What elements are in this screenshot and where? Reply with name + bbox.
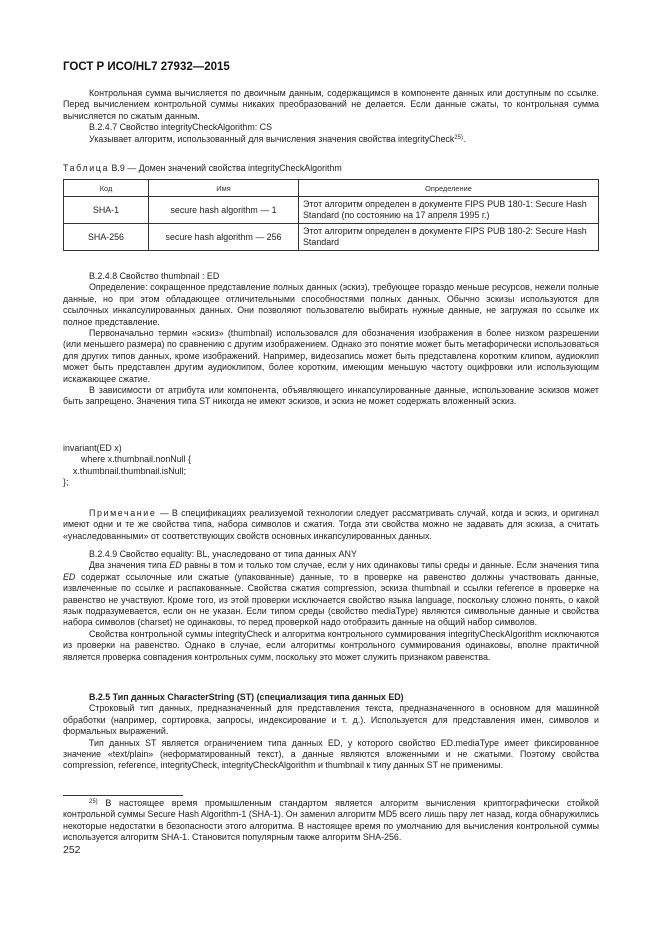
paragraph-thumbnail-restrictions: В зависимости от атрибута или компонента, объявляющего инкапсулированные данные, использование эскизов может быть запрещено. Значения типа ST никогда не имеют эскизов, и эскиз не может содержать вложенный эскиз. xyxy=(63,385,599,407)
paragraph-st-definition: Строковый тип данных, предназначенный для представления текста, предназначенного в основном для машинной обработки (например, сортировка, запросы, индексирование и т. д.). Используется для представления имен, символов и формальных выражений. xyxy=(63,703,599,737)
paragraph-algorithm xyxy=(63,134,599,145)
paragraph-thumbnail-definition: Определение: сокращенное представление полных данных (эскиз), требующее гораздо меньше ресурсов, нежели полные данные, но при этом обладающее отличительными способностями полных данных. Обычно эскизы используются для ссылочных инкапсулированных данных. Они позволяют пользователю выбирать нужные данные, не загружая по ссылке их полное представление. xyxy=(63,282,599,327)
header-name: Имя xyxy=(149,180,299,197)
note-text: — В спецификациях реализуемой технологии следует рассматривать случай, когда и эскиз, и оригинал имеют одни и те же свойства типа, набора символов и сжатия. Тогда эти свойства можно не задавать для эскиза, а считать «унаследованными» от соответствующих свойств основных инкапсулированных данных. xyxy=(63,508,599,541)
equality-text: равны в том и только том случае, если у них одинаковы типы среды и данные. Если значения типа xyxy=(181,560,599,571)
code-line: }; xyxy=(63,477,69,488)
cell-definition: Этот алгоритм определен в документе FIPS PUB 180-2: Secure Hash Standard xyxy=(299,224,599,251)
equality-section xyxy=(63,549,599,663)
document-header: ГОСТ Р ИСО/HL7 27932—2015 xyxy=(63,61,230,73)
note-block xyxy=(63,508,599,542)
thumbnail-section xyxy=(63,271,599,408)
paragraph-thumbnail-history: Первоначально термин «эскиз» (thumbnail) использовался для обозначения изображения в более низком разрешении (или меньшего размера) по сравнению с другим изображением. Однако это понятие может быть метафорически использоваться для других типов данных, кроме изображений. Например, видеозапись может быть представлена коротким клипом, аудиоклип может быть представлен другим аудиоклипом, более коротким, имеющим меньшую частоту оцифровки или использующим искажающее сжатие. xyxy=(63,328,599,384)
header-code: Код xyxy=(64,180,149,197)
section-2-5 xyxy=(63,692,599,772)
section-heading-equality: В.2.4.9 Свойство equality: BL, унаследовано от типа данных ANY xyxy=(89,549,357,559)
page-number: 252 xyxy=(63,844,81,856)
table-row xyxy=(64,197,599,224)
section-heading-characterstring: В.2.5 Тип данных CharacterString (ST) (специализация типа данных ED) xyxy=(89,692,404,702)
cell-code: SHA-256 xyxy=(64,224,149,251)
equality-text: Два значения типа xyxy=(89,560,170,571)
equality-ed: ED xyxy=(63,571,76,582)
cell-name: secure hash algorithm — 256 xyxy=(149,224,299,251)
footnote-marker: 25) xyxy=(89,799,98,805)
code-line: where x.thumbnail.nonNull { xyxy=(81,454,192,465)
section-heading-thumbnail: В.2.4.8 Свойство thumbnail : ED xyxy=(89,271,220,281)
table-caption xyxy=(63,163,599,174)
footnote-ref[interactable]: 25) xyxy=(454,134,463,141)
footnote-text: В настоящее время промышленным стандартом является алгоритм вычисления криптографически стойкой контрольной суммы Secure Hash Algorithm-1 (SHA-1). Он заменил алгоритм MD5 всего лишь пару лет назад, когда обнаружились некоторые недостатки в безопасности этого алгоритма. В настоящее время по умолчанию для вычисления контрольной суммы используется алгоритм SHA-1. Становится популярным также алгоритм SHA-256. xyxy=(63,798,599,843)
section-heading-integrity-algorithm: В.2.4.7 Свойство integrityCheckAlgorithm: CS xyxy=(89,122,273,133)
table-header-row xyxy=(64,180,599,197)
cell-name: secure hash algorithm — 1 xyxy=(149,197,299,224)
cell-definition: Этот алгоритм определен в документе FIPS PUB 180-1: Secure Hash Standard (по состоянию на 17 апреля 1995 г.) xyxy=(299,197,599,224)
table-caption-text: В.9 — Домен значений свойства integrityCheckAlgorithm xyxy=(109,163,342,173)
table-row xyxy=(64,224,599,251)
code-line: invariant(ED x) xyxy=(63,443,122,453)
paragraph-st-restriction: Тип данных ST является ограничением типа данных ED, у которого свойство ED.mediaType имеет фиксированное значение «text/plain» (неформатированный текст), а данные являются вложенными и не сжатыми. Поэтому свойства compression, reference, integrityCheck, integrityCheckAlgorithm и thumbnail к типу данных ST не применимы. xyxy=(63,737,599,771)
table-caption-label: Таблица xyxy=(63,163,109,173)
equality-text: содержат ссылочные или сжатые (упакованные) данные, то в проверке на равенство должны участвовать данные, извлеченные по ссылке и распакованные. Свойства сжатия compression, эскиза thumbnail и ссылки reference в проверке на равенство не участвуют. Кроме того, из этой проверки исключается свойство языка language, поскольку сложно понять, о какой язык подразумевается, если он не указан. Если типом среды (свойство mediaType) являются символьные данные и свойства набора символов (charset) не одинаковы, то перед проверкой надо отобразить данные на общий набор символов. xyxy=(63,571,599,628)
algorithm-table xyxy=(63,179,599,251)
equality-ed: ED xyxy=(169,560,182,571)
note-paragraph xyxy=(63,508,599,542)
paragraph-algorithm-end: . xyxy=(462,133,466,144)
footnote-separator xyxy=(63,795,183,796)
paragraph-equality-checksum: Свойства контрольной суммы integrityCheck и алгоритма контрольного суммирования integrityCheckAlgorithm исключаются из проверки на равенство. Однако в случае, если алгоритмы контрольного суммирования одинаковы, вполне практичной является проверка совпадения контрольных сумм, поскольку это может служить признаком равенства. xyxy=(63,628,599,662)
paragraph-equality xyxy=(63,560,599,628)
footnote-paragraph xyxy=(63,798,599,844)
paragraph-algorithm-text: Указывает алгоритм, использованный для вычисления значения свойства integrityCheck xyxy=(89,133,455,144)
cell-code: SHA-1 xyxy=(64,197,149,224)
code-line: x.thumbnail.thumbnail.isNull; xyxy=(73,465,186,476)
code-block xyxy=(63,443,599,489)
paragraph-checksum: Контрольная сумма вычисляется по двоичным данным, содержащимся в компоненте данных или доступным по ссылке. Перед вычислением контрольной суммы никаких преобразований не делается. Если данные сжаты, то контрольная сумма вычисляется по сжатым данным. xyxy=(63,88,599,121)
note-label: Примечание xyxy=(89,508,157,518)
footnote xyxy=(63,798,599,844)
intro-block xyxy=(63,88,599,145)
header-definition: Определение xyxy=(299,180,599,197)
table-wrapper xyxy=(63,179,599,251)
